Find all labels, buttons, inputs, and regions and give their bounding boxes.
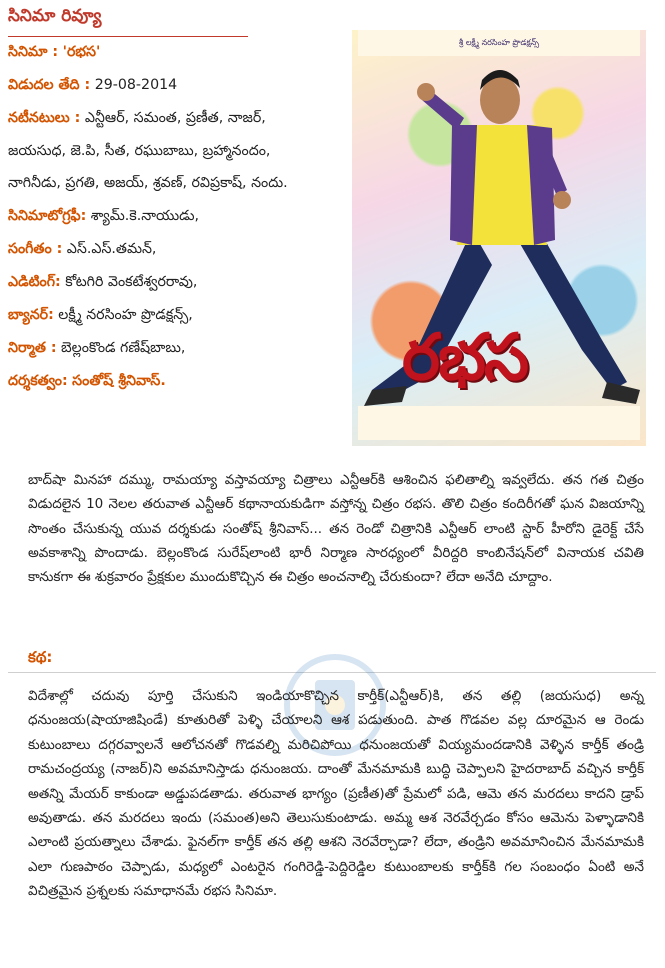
intro-paragraph: బాద్‌షా మినహా దమ్ము, రామయ్యా వస్తావయ్యా చిత్రాలు ఎన్టీఆర్‌కి ఆశించిన ఫలితాల్ని ఇవ్వలేదు. తన గత చిత్రం విడుదలైన 10 నెలల తరువాత ఎన్టీఆర్ కథానాయకుడిగా వస్తోన్న చిత్రం రభస. తొలి చిత్రం కందిరీగతో ఘన విజయాన్ని సొంతం చేసుకున్న యువ దర్శకుడు సంతోష్ శ్రీనివాస్... తన రెండో చిత్రానికి ఎన్టీఆర్ లాంటి స్టార్ హీరోని డైరెక్ట్ చేసే అవకాశాన్ని పొందాడు. బెల్లంకొండ సురేష్‌లాంటి భారీ నిర్మాణ సారధ్యంలో వీరిద్దరి కాంబినేషన్‌లో వినాయక చవితి కానుకగా ఈ శుక్రవారం ప్రేక్షకుల ముందుకొచ్చిన ఈ చిత్రం అంచనాల్ని చేరుకుందా? లేదా అనేది చూద్దాం.	[28, 472, 644, 586]
detail-value: లక్ష్మీ నరసింహ ప్రొడక్షన్స్,	[58, 307, 193, 323]
detail-value: జయసుధ, జె.పి, సీత, రఘుబాబు, బ్రహ్మానందం,	[8, 143, 271, 159]
detail-value: ఎన్టీఆర్, సమంత, ప్రణీత, నాజర్,	[84, 110, 266, 126]
detail-cinematography	[8, 208, 343, 224]
poster-top-credit: శ్రీ లక్ష్మీ నరసింహ ప్రొడక్షన్స్	[358, 30, 640, 56]
detail-cast-cont	[8, 143, 343, 159]
detail-label: దర్శకత్వం:	[8, 373, 68, 389]
detail-value: 'రభస'	[62, 44, 101, 60]
detail-director	[8, 373, 343, 389]
detail-value: నాగినీడు, ప్రగతి, అజయ్, శ్రవణ్, రవిప్రకాష్, నందు.	[8, 175, 288, 191]
detail-label: బ్యానర్:	[8, 307, 54, 323]
detail-editing	[8, 274, 343, 290]
detail-value: సంతోష్ శ్రీనివాస్.	[72, 373, 166, 389]
page-heading: సినిమా రివ్యూ	[8, 6, 248, 37]
detail-movie	[8, 44, 343, 60]
detail-label: నటీనటులు :	[8, 110, 81, 126]
detail-music	[8, 241, 343, 257]
story-heading: కథ:	[28, 648, 53, 666]
detail-value: బెల్లంకొండ గణేష్‌బాబు,	[61, 340, 186, 356]
detail-value: శ్యామ్.కె.నాయుడు,	[90, 208, 200, 224]
detail-label: విడుదల తేది :	[8, 77, 91, 93]
detail-value: 29-08-2014	[94, 77, 178, 93]
detail-banner	[8, 307, 343, 323]
detail-value: కోటగిరి వెంకటేశ్వరరావు,	[65, 274, 198, 290]
detail-cast-cont	[8, 175, 343, 191]
detail-label: నిర్మాత :	[8, 340, 57, 356]
detail-release	[8, 77, 343, 93]
detail-label: సంగీతం :	[8, 241, 63, 257]
detail-producer	[8, 340, 343, 356]
poster-bottom-credit	[358, 406, 640, 440]
detail-label: సినిమా :	[8, 44, 59, 60]
detail-value: ఎస్.ఎస్.తమన్,	[66, 241, 157, 257]
movie-details	[8, 44, 343, 406]
story-paragraph: విదేశాల్లో చదువు పూర్తి చేసుకుని ఇండియాకొచ్చిన కార్తీక్(ఎన్టీఆర్)కి, తన తల్లి (జయసుధ) అన్న ధనుంజయ(షాయాజిషిండే) కూతురితో పెళ్ళి చేయాలని ఆశ పడుతుంది. పాత గొడవల వల్ల దూరమైన ఆ రెండు కుటుంబాలు దగ్గరవ్వాలనే ఆలోచనతో గొడవల్ని మరిచిపోయి ధనుంజయతో వియ్యమందడానికి వెళ్ళిన కార్తీక్ తండ్రి రామచంద్రయ్య (నాజర్)ని అవమానిస్తాడు ధనుంజయ. దాంతో మేనమామకి బుద్ధి చెప్పాలని హైదరాబాద్ వచ్చిన కార్తీక్ అతన్ని మేయర్ కాకుండా అడ్డుపడతాడు. తరువాత భాగ్యం (ప్రణీత)తో ప్రేమలో పడి, ఆమె తన మరదలు కాదని డ్రాప్ అవుతాడు. తన మరదలు ఇందు (సమంత)అని తెలుసుకుంటాడు. అమ్మ ఆశ నెరవేర్చడం కోసం ఆమెను పెళ్ళాడానికి ఎలాంటి ప్రయత్నాలు చేశాడు. ఫైనల్‌గా కార్తీక్ తన తల్లి ఆశని నెరవేర్చాడా? లేదా, తండ్రిని అవమానించిన మేనమామకి ఎలా గుణపాఠం చెప్పాడు, మధ్యలో ఎంటరైన గంగిరెడ్డి-పెద్దిరెడ్డిల కుటుంబాలకు కార్తీక్‌కి గల సంబంధం ఏంటి అనే విచిత్రమైన ప్రశ్నలకు సమాధానమే రభస సినిమా.	[28, 688, 644, 900]
detail-cast	[8, 110, 343, 126]
movie-poster	[352, 30, 646, 446]
detail-label: ఎడిటింగ్:	[8, 274, 61, 290]
detail-label: సినిమాటోగ్రఫీ:	[8, 208, 87, 224]
poster-title: రభస	[402, 320, 527, 395]
